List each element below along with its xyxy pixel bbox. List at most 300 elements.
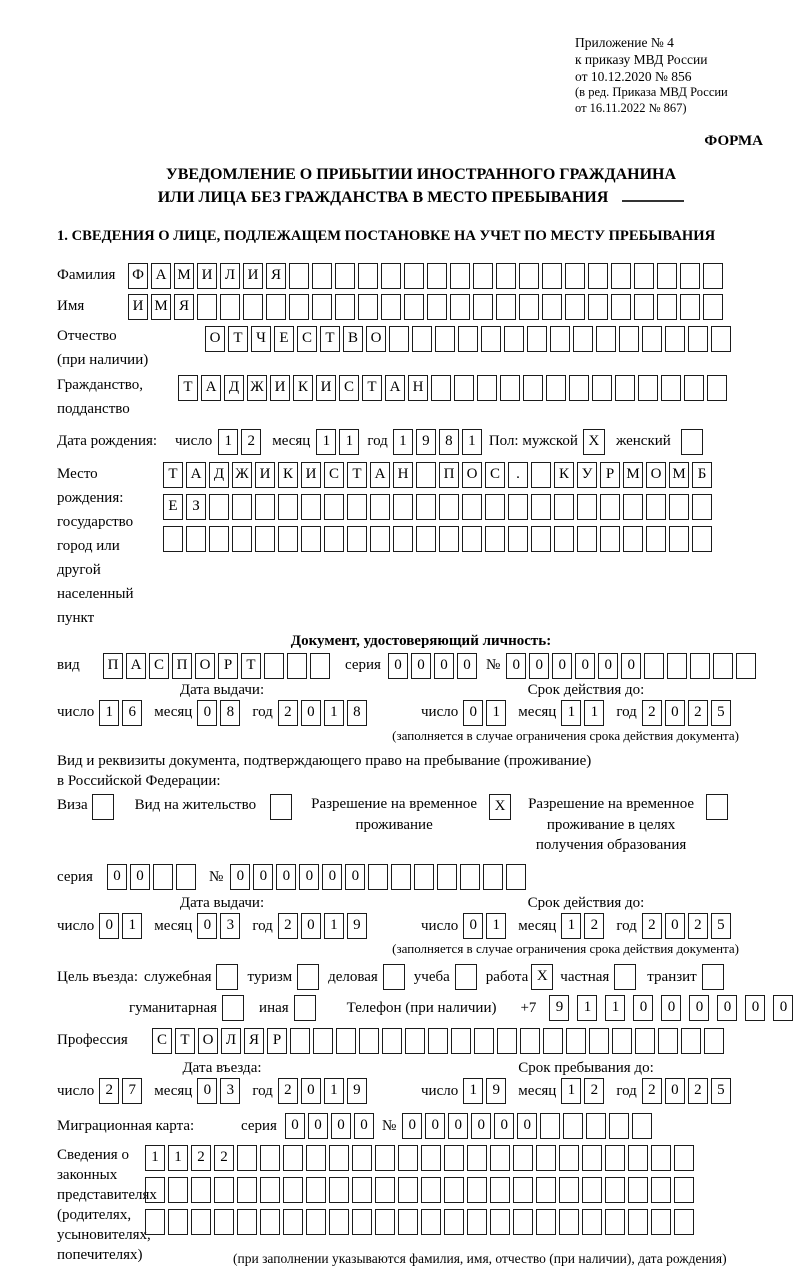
char-box[interactable]: 1: [145, 1145, 165, 1171]
char-box[interactable]: 0: [425, 1113, 445, 1139]
char-box[interactable]: [546, 375, 566, 401]
char-box[interactable]: 1: [486, 700, 506, 726]
char-box[interactable]: [416, 462, 436, 488]
char-box[interactable]: [651, 1177, 671, 1203]
char-box[interactable]: [508, 494, 528, 520]
char-box[interactable]: [359, 1028, 379, 1054]
char-box[interactable]: [306, 1177, 326, 1203]
char-box[interactable]: [481, 326, 501, 352]
char-box[interactable]: [563, 1113, 583, 1139]
char-box[interactable]: [490, 1177, 510, 1203]
char-box[interactable]: [313, 1028, 333, 1054]
char-box[interactable]: 0: [517, 1113, 537, 1139]
char-box[interactable]: [393, 526, 413, 552]
char-box[interactable]: [646, 494, 666, 520]
char-box[interactable]: 9: [347, 913, 367, 939]
char-box[interactable]: [667, 653, 687, 679]
char-box[interactable]: Д: [209, 462, 229, 488]
char-box[interactable]: Р: [267, 1028, 287, 1054]
char-box[interactable]: Н: [408, 375, 428, 401]
char-box[interactable]: Р: [218, 653, 238, 679]
char-box[interactable]: [416, 494, 436, 520]
char-box[interactable]: [669, 494, 689, 520]
char-box[interactable]: Л: [221, 1028, 241, 1054]
char-box[interactable]: [335, 294, 355, 320]
char-box[interactable]: [214, 1177, 234, 1203]
char-box[interactable]: [611, 294, 631, 320]
char-box[interactable]: И: [301, 462, 321, 488]
char-box[interactable]: [707, 375, 727, 401]
char-box[interactable]: [306, 1145, 326, 1171]
char-box[interactable]: [632, 1113, 652, 1139]
char-box[interactable]: [680, 294, 700, 320]
char-box[interactable]: 0: [665, 1078, 685, 1104]
char-box[interactable]: [243, 294, 263, 320]
char-box[interactable]: [439, 526, 459, 552]
char-box[interactable]: [638, 375, 658, 401]
char-box[interactable]: [176, 864, 196, 890]
char-box[interactable]: Т: [362, 375, 382, 401]
char-box[interactable]: [168, 1209, 188, 1235]
char-box[interactable]: 0: [107, 864, 127, 890]
char-box[interactable]: [554, 494, 574, 520]
temp-permit-checkbox[interactable]: X: [489, 794, 511, 820]
char-box[interactable]: 0: [552, 653, 572, 679]
char-box[interactable]: 2: [278, 1078, 298, 1104]
char-box[interactable]: 8: [347, 700, 367, 726]
char-box[interactable]: [412, 326, 432, 352]
char-box[interactable]: [283, 1145, 303, 1171]
char-box[interactable]: 0: [457, 653, 477, 679]
char-box[interactable]: П: [172, 653, 192, 679]
purpose-study-checkbox[interactable]: [455, 964, 477, 990]
char-box[interactable]: Т: [163, 462, 183, 488]
char-box[interactable]: [301, 494, 321, 520]
char-box[interactable]: [329, 1177, 349, 1203]
char-box[interactable]: [283, 1177, 303, 1203]
char-box[interactable]: [573, 326, 593, 352]
char-box[interactable]: 2: [642, 913, 662, 939]
char-box[interactable]: [153, 864, 173, 890]
char-box[interactable]: [264, 653, 284, 679]
char-box[interactable]: [283, 1209, 303, 1235]
char-box[interactable]: 0: [301, 700, 321, 726]
char-box[interactable]: [462, 494, 482, 520]
char-box[interactable]: [444, 1177, 464, 1203]
char-box[interactable]: [559, 1177, 579, 1203]
char-box[interactable]: А: [201, 375, 221, 401]
char-box[interactable]: [460, 864, 480, 890]
char-box[interactable]: К: [278, 462, 298, 488]
char-box[interactable]: [473, 263, 493, 289]
purpose-private-checkbox[interactable]: [614, 964, 636, 990]
char-box[interactable]: [312, 263, 332, 289]
char-box[interactable]: [421, 1177, 441, 1203]
purpose-official-checkbox[interactable]: [216, 964, 238, 990]
char-box[interactable]: П: [103, 653, 123, 679]
char-box[interactable]: [628, 1177, 648, 1203]
char-box[interactable]: 0: [598, 653, 618, 679]
char-box[interactable]: .: [508, 462, 528, 488]
char-box[interactable]: 0: [322, 864, 342, 890]
char-box[interactable]: [381, 294, 401, 320]
char-box[interactable]: [382, 1028, 402, 1054]
char-box[interactable]: 1: [605, 995, 625, 1021]
char-box[interactable]: [736, 653, 756, 679]
char-box[interactable]: [496, 263, 516, 289]
char-box[interactable]: [623, 526, 643, 552]
char-box[interactable]: К: [293, 375, 313, 401]
char-box[interactable]: [444, 1209, 464, 1235]
char-box[interactable]: М: [151, 294, 171, 320]
char-box[interactable]: С: [149, 653, 169, 679]
char-box[interactable]: [391, 864, 411, 890]
char-box[interactable]: [232, 494, 252, 520]
char-box[interactable]: 9: [486, 1078, 506, 1104]
char-box[interactable]: [536, 1177, 556, 1203]
char-box[interactable]: [596, 326, 616, 352]
char-box[interactable]: [523, 375, 543, 401]
char-box[interactable]: Е: [274, 326, 294, 352]
char-box[interactable]: 0: [463, 913, 483, 939]
char-box[interactable]: И: [316, 375, 336, 401]
char-box[interactable]: Я: [244, 1028, 264, 1054]
char-box[interactable]: [485, 526, 505, 552]
char-box[interactable]: Я: [266, 263, 286, 289]
char-box[interactable]: А: [385, 375, 405, 401]
char-box[interactable]: [220, 294, 240, 320]
edu-permit-checkbox[interactable]: [706, 794, 728, 820]
char-box[interactable]: [416, 526, 436, 552]
char-box[interactable]: 0: [354, 1113, 374, 1139]
char-box[interactable]: [393, 494, 413, 520]
char-box[interactable]: [628, 1209, 648, 1235]
char-box[interactable]: [519, 263, 539, 289]
char-box[interactable]: 0: [665, 700, 685, 726]
char-box[interactable]: Т: [178, 375, 198, 401]
char-box[interactable]: [209, 494, 229, 520]
char-box[interactable]: 0: [388, 653, 408, 679]
char-box[interactable]: [497, 1028, 517, 1054]
char-box[interactable]: [473, 294, 493, 320]
char-box[interactable]: 0: [494, 1113, 514, 1139]
char-box[interactable]: [531, 462, 551, 488]
char-box[interactable]: 2: [688, 913, 708, 939]
char-box[interactable]: [674, 1177, 694, 1203]
char-box[interactable]: [669, 526, 689, 552]
char-box[interactable]: Т: [175, 1028, 195, 1054]
char-box[interactable]: [358, 263, 378, 289]
char-box[interactable]: [519, 294, 539, 320]
char-box[interactable]: [237, 1209, 257, 1235]
char-box[interactable]: 2: [688, 1078, 708, 1104]
char-box[interactable]: 0: [506, 653, 526, 679]
char-box[interactable]: [688, 326, 708, 352]
char-box[interactable]: Б: [692, 462, 712, 488]
char-box[interactable]: 2: [584, 1078, 604, 1104]
char-box[interactable]: [577, 494, 597, 520]
purpose-transit-checkbox[interactable]: [702, 964, 724, 990]
char-box[interactable]: Л: [220, 263, 240, 289]
char-box[interactable]: М: [623, 462, 643, 488]
char-box[interactable]: 2: [688, 700, 708, 726]
char-box[interactable]: [611, 263, 631, 289]
char-box[interactable]: [375, 1177, 395, 1203]
char-box[interactable]: [237, 1145, 257, 1171]
char-box[interactable]: [255, 494, 275, 520]
char-box[interactable]: [191, 1177, 211, 1203]
char-box[interactable]: 1: [339, 429, 359, 455]
char-box[interactable]: [680, 263, 700, 289]
char-box[interactable]: [513, 1145, 533, 1171]
char-box[interactable]: [389, 326, 409, 352]
char-box[interactable]: [536, 1145, 556, 1171]
char-box[interactable]: [428, 1028, 448, 1054]
char-box[interactable]: [467, 1145, 487, 1171]
char-box[interactable]: [450, 294, 470, 320]
char-box[interactable]: 0: [411, 653, 431, 679]
char-box[interactable]: И: [270, 375, 290, 401]
char-box[interactable]: 0: [230, 864, 250, 890]
char-box[interactable]: [485, 494, 505, 520]
char-box[interactable]: 0: [773, 995, 793, 1021]
char-box[interactable]: [404, 263, 424, 289]
char-box[interactable]: [381, 263, 401, 289]
char-box[interactable]: [559, 1209, 579, 1235]
char-box[interactable]: [477, 375, 497, 401]
char-box[interactable]: [427, 263, 447, 289]
char-box[interactable]: [646, 526, 666, 552]
char-box[interactable]: [435, 326, 455, 352]
char-box[interactable]: 1: [561, 700, 581, 726]
char-box[interactable]: [336, 1028, 356, 1054]
purpose-business-checkbox[interactable]: [383, 964, 405, 990]
char-box[interactable]: [496, 294, 516, 320]
char-box[interactable]: О: [646, 462, 666, 488]
char-box[interactable]: 1: [561, 1078, 581, 1104]
char-box[interactable]: [437, 864, 457, 890]
char-box[interactable]: Т: [320, 326, 340, 352]
char-box[interactable]: 1: [486, 913, 506, 939]
char-box[interactable]: 1: [462, 429, 482, 455]
char-box[interactable]: Т: [228, 326, 248, 352]
purpose-work-checkbox[interactable]: X: [531, 964, 553, 990]
char-box[interactable]: [368, 864, 388, 890]
char-box[interactable]: [550, 326, 570, 352]
char-box[interactable]: [674, 1145, 694, 1171]
char-box[interactable]: 0: [197, 913, 217, 939]
char-box[interactable]: [145, 1177, 165, 1203]
char-box[interactable]: 3: [220, 913, 240, 939]
char-box[interactable]: 1: [218, 429, 238, 455]
char-box[interactable]: Я: [174, 294, 194, 320]
char-box[interactable]: 1: [393, 429, 413, 455]
char-box[interactable]: 0: [575, 653, 595, 679]
char-box[interactable]: [404, 294, 424, 320]
char-box[interactable]: [398, 1209, 418, 1235]
char-box[interactable]: 0: [99, 913, 119, 939]
char-box[interactable]: [651, 1209, 671, 1235]
char-box[interactable]: [163, 526, 183, 552]
char-box[interactable]: [588, 294, 608, 320]
char-box[interactable]: [531, 494, 551, 520]
char-box[interactable]: [605, 1145, 625, 1171]
char-box[interactable]: 0: [471, 1113, 491, 1139]
char-box[interactable]: [312, 294, 332, 320]
char-box[interactable]: [329, 1145, 349, 1171]
char-box[interactable]: 8: [220, 700, 240, 726]
char-box[interactable]: 0: [276, 864, 296, 890]
char-box[interactable]: С: [485, 462, 505, 488]
char-box[interactable]: [657, 263, 677, 289]
char-box[interactable]: А: [370, 462, 390, 488]
char-box[interactable]: [692, 494, 712, 520]
char-box[interactable]: Е: [163, 494, 183, 520]
char-box[interactable]: [536, 1209, 556, 1235]
char-box[interactable]: [615, 375, 635, 401]
char-box[interactable]: [329, 1209, 349, 1235]
char-box[interactable]: 1: [577, 995, 597, 1021]
char-box[interactable]: [347, 526, 367, 552]
char-box[interactable]: [612, 1028, 632, 1054]
char-box[interactable]: И: [243, 263, 263, 289]
char-box[interactable]: 1: [561, 913, 581, 939]
char-box[interactable]: 5: [711, 1078, 731, 1104]
char-box[interactable]: 0: [130, 864, 150, 890]
char-box[interactable]: [260, 1177, 280, 1203]
char-box[interactable]: И: [255, 462, 275, 488]
char-box[interactable]: [444, 1145, 464, 1171]
char-box[interactable]: 0: [745, 995, 765, 1021]
char-box[interactable]: 0: [197, 1078, 217, 1104]
char-box[interactable]: О: [198, 1028, 218, 1054]
char-box[interactable]: 0: [661, 995, 681, 1021]
char-box[interactable]: [658, 1028, 678, 1054]
char-box[interactable]: 5: [711, 913, 731, 939]
char-box[interactable]: [214, 1209, 234, 1235]
char-box[interactable]: 0: [402, 1113, 422, 1139]
char-box[interactable]: И: [197, 263, 217, 289]
purpose-other-checkbox[interactable]: [294, 995, 316, 1021]
char-box[interactable]: [665, 326, 685, 352]
char-box[interactable]: О: [366, 326, 386, 352]
char-box[interactable]: В: [343, 326, 363, 352]
char-box[interactable]: С: [152, 1028, 172, 1054]
char-box[interactable]: 0: [448, 1113, 468, 1139]
char-box[interactable]: 1: [99, 700, 119, 726]
char-box[interactable]: М: [174, 263, 194, 289]
char-box[interactable]: [352, 1209, 372, 1235]
char-box[interactable]: А: [186, 462, 206, 488]
char-box[interactable]: [260, 1145, 280, 1171]
char-box[interactable]: П: [439, 462, 459, 488]
char-box[interactable]: [692, 526, 712, 552]
char-box[interactable]: [577, 526, 597, 552]
char-box[interactable]: [600, 494, 620, 520]
char-box[interactable]: 2: [214, 1145, 234, 1171]
char-box[interactable]: 1: [324, 913, 344, 939]
char-box[interactable]: 0: [665, 913, 685, 939]
char-box[interactable]: [324, 494, 344, 520]
char-box[interactable]: [713, 653, 733, 679]
char-box[interactable]: 0: [463, 700, 483, 726]
char-box[interactable]: [565, 263, 585, 289]
char-box[interactable]: [414, 864, 434, 890]
char-box[interactable]: 0: [689, 995, 709, 1021]
char-box[interactable]: [237, 1177, 257, 1203]
char-box[interactable]: [704, 1028, 724, 1054]
char-box[interactable]: [474, 1028, 494, 1054]
char-box[interactable]: [635, 1028, 655, 1054]
char-box[interactable]: [592, 375, 612, 401]
char-box[interactable]: 0: [253, 864, 273, 890]
char-box[interactable]: [554, 526, 574, 552]
char-box[interactable]: [520, 1028, 540, 1054]
char-box[interactable]: [467, 1209, 487, 1235]
char-box[interactable]: [145, 1209, 165, 1235]
char-box[interactable]: [628, 1145, 648, 1171]
char-box[interactable]: [504, 326, 524, 352]
char-box[interactable]: [287, 653, 307, 679]
purpose-humanitarian-checkbox[interactable]: [222, 995, 244, 1021]
char-box[interactable]: 2: [99, 1078, 119, 1104]
visa-checkbox[interactable]: [92, 794, 114, 820]
char-box[interactable]: М: [669, 462, 689, 488]
char-box[interactable]: 0: [299, 864, 319, 890]
char-box[interactable]: [619, 326, 639, 352]
char-box[interactable]: 2: [278, 913, 298, 939]
char-box[interactable]: Р: [600, 462, 620, 488]
char-box[interactable]: И: [128, 294, 148, 320]
char-box[interactable]: [681, 1028, 701, 1054]
char-box[interactable]: О: [195, 653, 215, 679]
char-box[interactable]: 3: [220, 1078, 240, 1104]
char-box[interactable]: [467, 1177, 487, 1203]
char-box[interactable]: [542, 263, 562, 289]
char-box[interactable]: [232, 526, 252, 552]
sex-female-checkbox[interactable]: [681, 429, 703, 455]
char-box[interactable]: Ф: [128, 263, 148, 289]
char-box[interactable]: 0: [717, 995, 737, 1021]
char-box[interactable]: [289, 263, 309, 289]
char-box[interactable]: [644, 653, 664, 679]
char-box[interactable]: [588, 263, 608, 289]
char-box[interactable]: [209, 526, 229, 552]
purpose-tourism-checkbox[interactable]: [297, 964, 319, 990]
char-box[interactable]: [255, 526, 275, 552]
char-box[interactable]: [690, 653, 710, 679]
char-box[interactable]: [427, 294, 447, 320]
char-box[interactable]: [586, 1113, 606, 1139]
char-box[interactable]: [582, 1145, 602, 1171]
char-box[interactable]: С: [339, 375, 359, 401]
char-box[interactable]: [197, 294, 217, 320]
char-box[interactable]: [451, 1028, 471, 1054]
char-box[interactable]: [711, 326, 731, 352]
char-box[interactable]: [352, 1145, 372, 1171]
char-box[interactable]: [324, 526, 344, 552]
char-box[interactable]: 0: [529, 653, 549, 679]
char-box[interactable]: [634, 263, 654, 289]
residence-permit-checkbox[interactable]: [270, 794, 292, 820]
char-box[interactable]: 9: [416, 429, 436, 455]
char-box[interactable]: 0: [285, 1113, 305, 1139]
char-box[interactable]: 0: [434, 653, 454, 679]
char-box[interactable]: К: [554, 462, 574, 488]
char-box[interactable]: [191, 1209, 211, 1235]
char-box[interactable]: Т: [241, 653, 261, 679]
char-box[interactable]: У: [577, 462, 597, 488]
